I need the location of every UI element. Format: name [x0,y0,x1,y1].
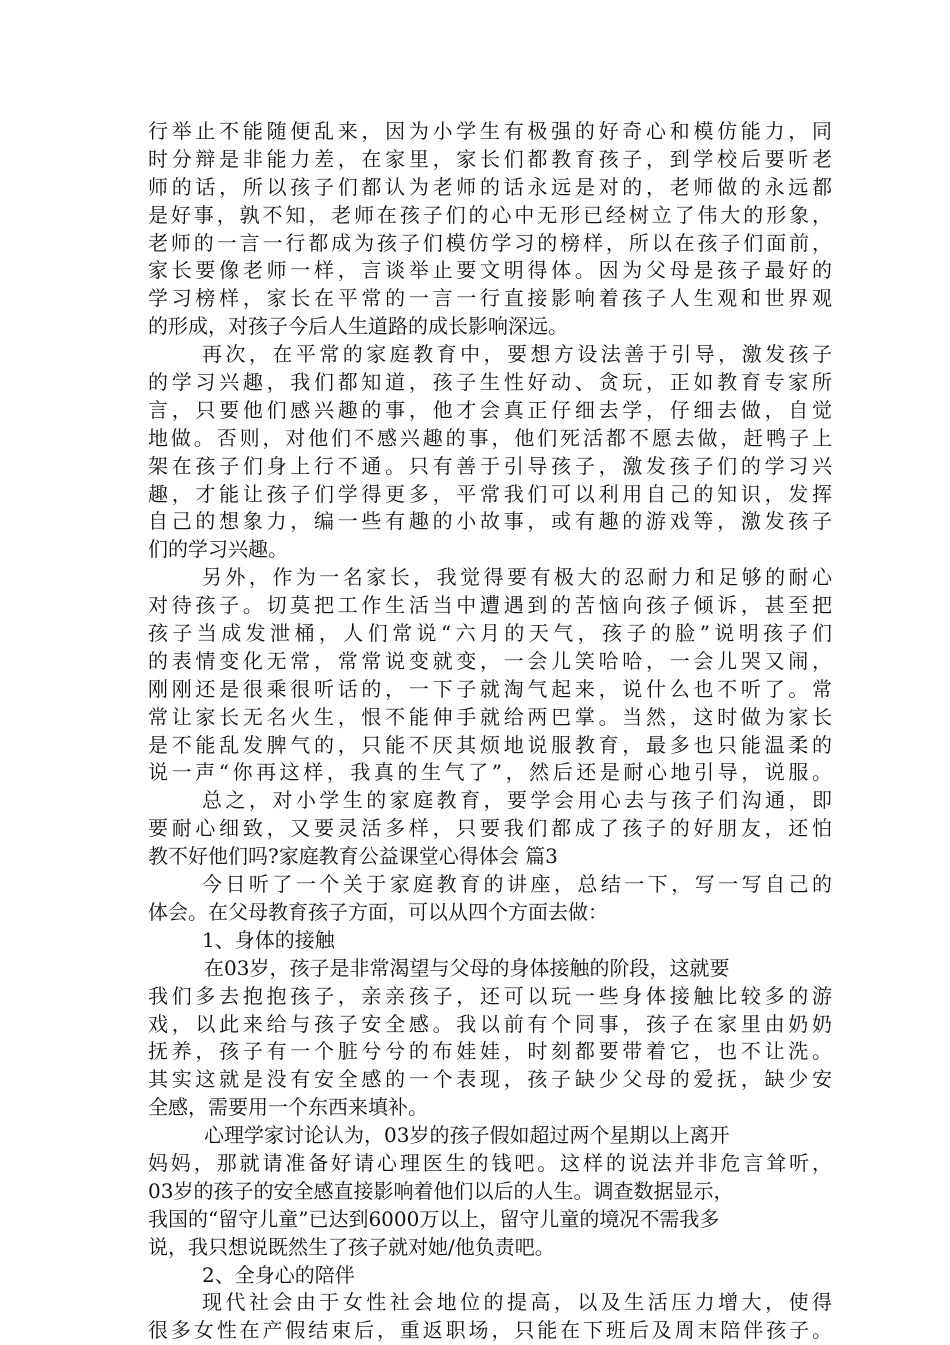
text-line: 戏，以此来给与孩子安全感。我以前有个同事，孩子在家里由奶奶 [148,1011,832,1036]
text-line: 常让家长无名火生，恨不能伸手就给两巴掌。当然，这时做为家长 [148,704,832,729]
text-line: 今日听了一个关于家庭教育的讲座，总结一下，写一写自己的 [202,872,832,897]
text-line: 趣，才能让孩子们学得更多，平常我们可以利用自己的知识，发挥 [148,481,832,506]
text-line: 2、全身心的陪伴 [202,1262,355,1287]
text-line: 体会。在父母教育孩子方面，可以从四个方面去做： [148,899,608,924]
text-line: 架在孩子们身上行不通。只有善于引导孩子，激发孩子们的学习兴 [148,453,832,478]
text-line: 老师的一言一行都成为孩子们模仿学习的榜样，所以在孩子们面前， [148,230,832,255]
text-line: 03岁的孩子的安全感直接影响着他们以后的人生。调查数据显示， [148,1178,734,1203]
text-line: 在03岁，孩子是非常渴望与父母的身体接触的阶段，这就要 [204,955,730,980]
text-line: 言，只要他们感兴趣的事，他才会真正仔细去学，仔细去做，自觉 [148,397,832,422]
text-line: 刚刚还是很乘很听话的，一下子就淘气起来，说什么也不听了。常 [148,676,832,701]
text-line: 说一声“你再这样，我真的生气了”，然后还是耐心地引导，说服。 [148,760,832,785]
text-line: 家长要像老师一样，言谈举止要文明得体。因为父母是孩子最好的 [148,258,832,283]
text-line: 时分辩是非能力差，在家里，家长们都教育孩子，到学校后要听老 [148,146,832,171]
text-line: 自己的想象力，编一些有趣的小故事，或有趣的游戏等，激发孩子 [148,509,832,534]
text-line: 说，我只想说既然生了孩子就对她/他负责吧。 [148,1234,555,1259]
text-line: 学习榜样，家长在平常的一言一行直接影响着孩子人生观和世界观 [148,286,832,311]
text-line: 很多女性在产假结束后，重返职场，只能在下班后及周末陪伴孩子。 [148,1318,832,1343]
text-line: 的表情变化无常，常常说变就变，一会儿笑哈哈，一会儿哭又闹， [148,648,832,673]
text-line: 总之，对小学生的家庭教育，要学会用心去与孩子们沟通，即 [202,788,832,813]
text-line: 再次，在平常的家庭教育中，要想方设法善于引导，激发孩子 [202,342,832,367]
text-line: 1、身体的接触 [202,927,335,952]
text-line: 的形成，对孩子今后人生道路的成长影响深远。 [148,314,568,339]
text-line: 行举止不能随便乱来，因为小学生有极强的好奇心和模仿能力，同 [148,119,832,143]
text-line: 现代社会由于女性社会地位的提高，以及生活压力增大，使得 [202,1290,832,1315]
text-line: 我们多去抱抱孩子，亲亲孩子，还可以玩一些身体接触比较多的游 [148,983,832,1008]
text-line: 抚养，孩子有一个脏兮兮的布娃娃，时刻都要带着它，也不让洗。 [148,1039,832,1064]
text-line: 其实这就是没有安全感的一个表现，孩子缺少父母的爱抚，缺少安 [148,1067,832,1092]
text-line: 另外，作为一名家长，我觉得要有极大的忍耐力和足够的耐心 [202,565,832,590]
text-line: 全感，需要用一个东西来填补。 [148,1095,428,1120]
text-line: 是好事，孰不知，老师在孩子们的心中无形已经树立了伟大的形象， [148,202,832,227]
text-line: 妈妈，那就请准备好请心理医生的钱吧。这样的说法并非危言耸听， [148,1150,832,1175]
text-line: 我国的“留守儿童”已达到6000万以上，留守儿童的境况不需我多 [148,1206,720,1231]
text-line: 要耐心细致，又要灵活多样，只要我们都成了孩子的好朋友，还怕 [148,816,832,841]
body-text [148,118,832,1345]
text-line: 的学习兴趣，我们都知道，孩子生性好动、贪玩，正如教育专家所 [148,370,832,395]
text-line: 是不能乱发脾气的，只能不厌其烦地说服教育，最多也只能温柔的 [148,732,832,757]
text-line: 孩子当成发泄桶，人们常说“六月的天气，孩子的脸”说明孩子们 [148,621,832,646]
text-line: 心理学家讨论认为，03岁的孩子假如超过两个星期以上离开 [204,1123,730,1148]
text-line: 地做。否则，对他们不感兴趣的事，他们死活都不愿去做，赶鸭子上 [148,425,832,450]
text-line: 们的学习兴趣。 [148,537,288,562]
text-line: 教不好他们吗?家庭教育公益课堂心得体会 篇3 [148,844,558,869]
text-line: 对待孩子。切莫把工作生活当中遭遇到的苦恼向孩子倾诉，甚至把 [148,593,832,618]
text-line: 师的话，所以孩子们都认为老师的话永远是对的，老师做的永远都 [148,174,832,199]
